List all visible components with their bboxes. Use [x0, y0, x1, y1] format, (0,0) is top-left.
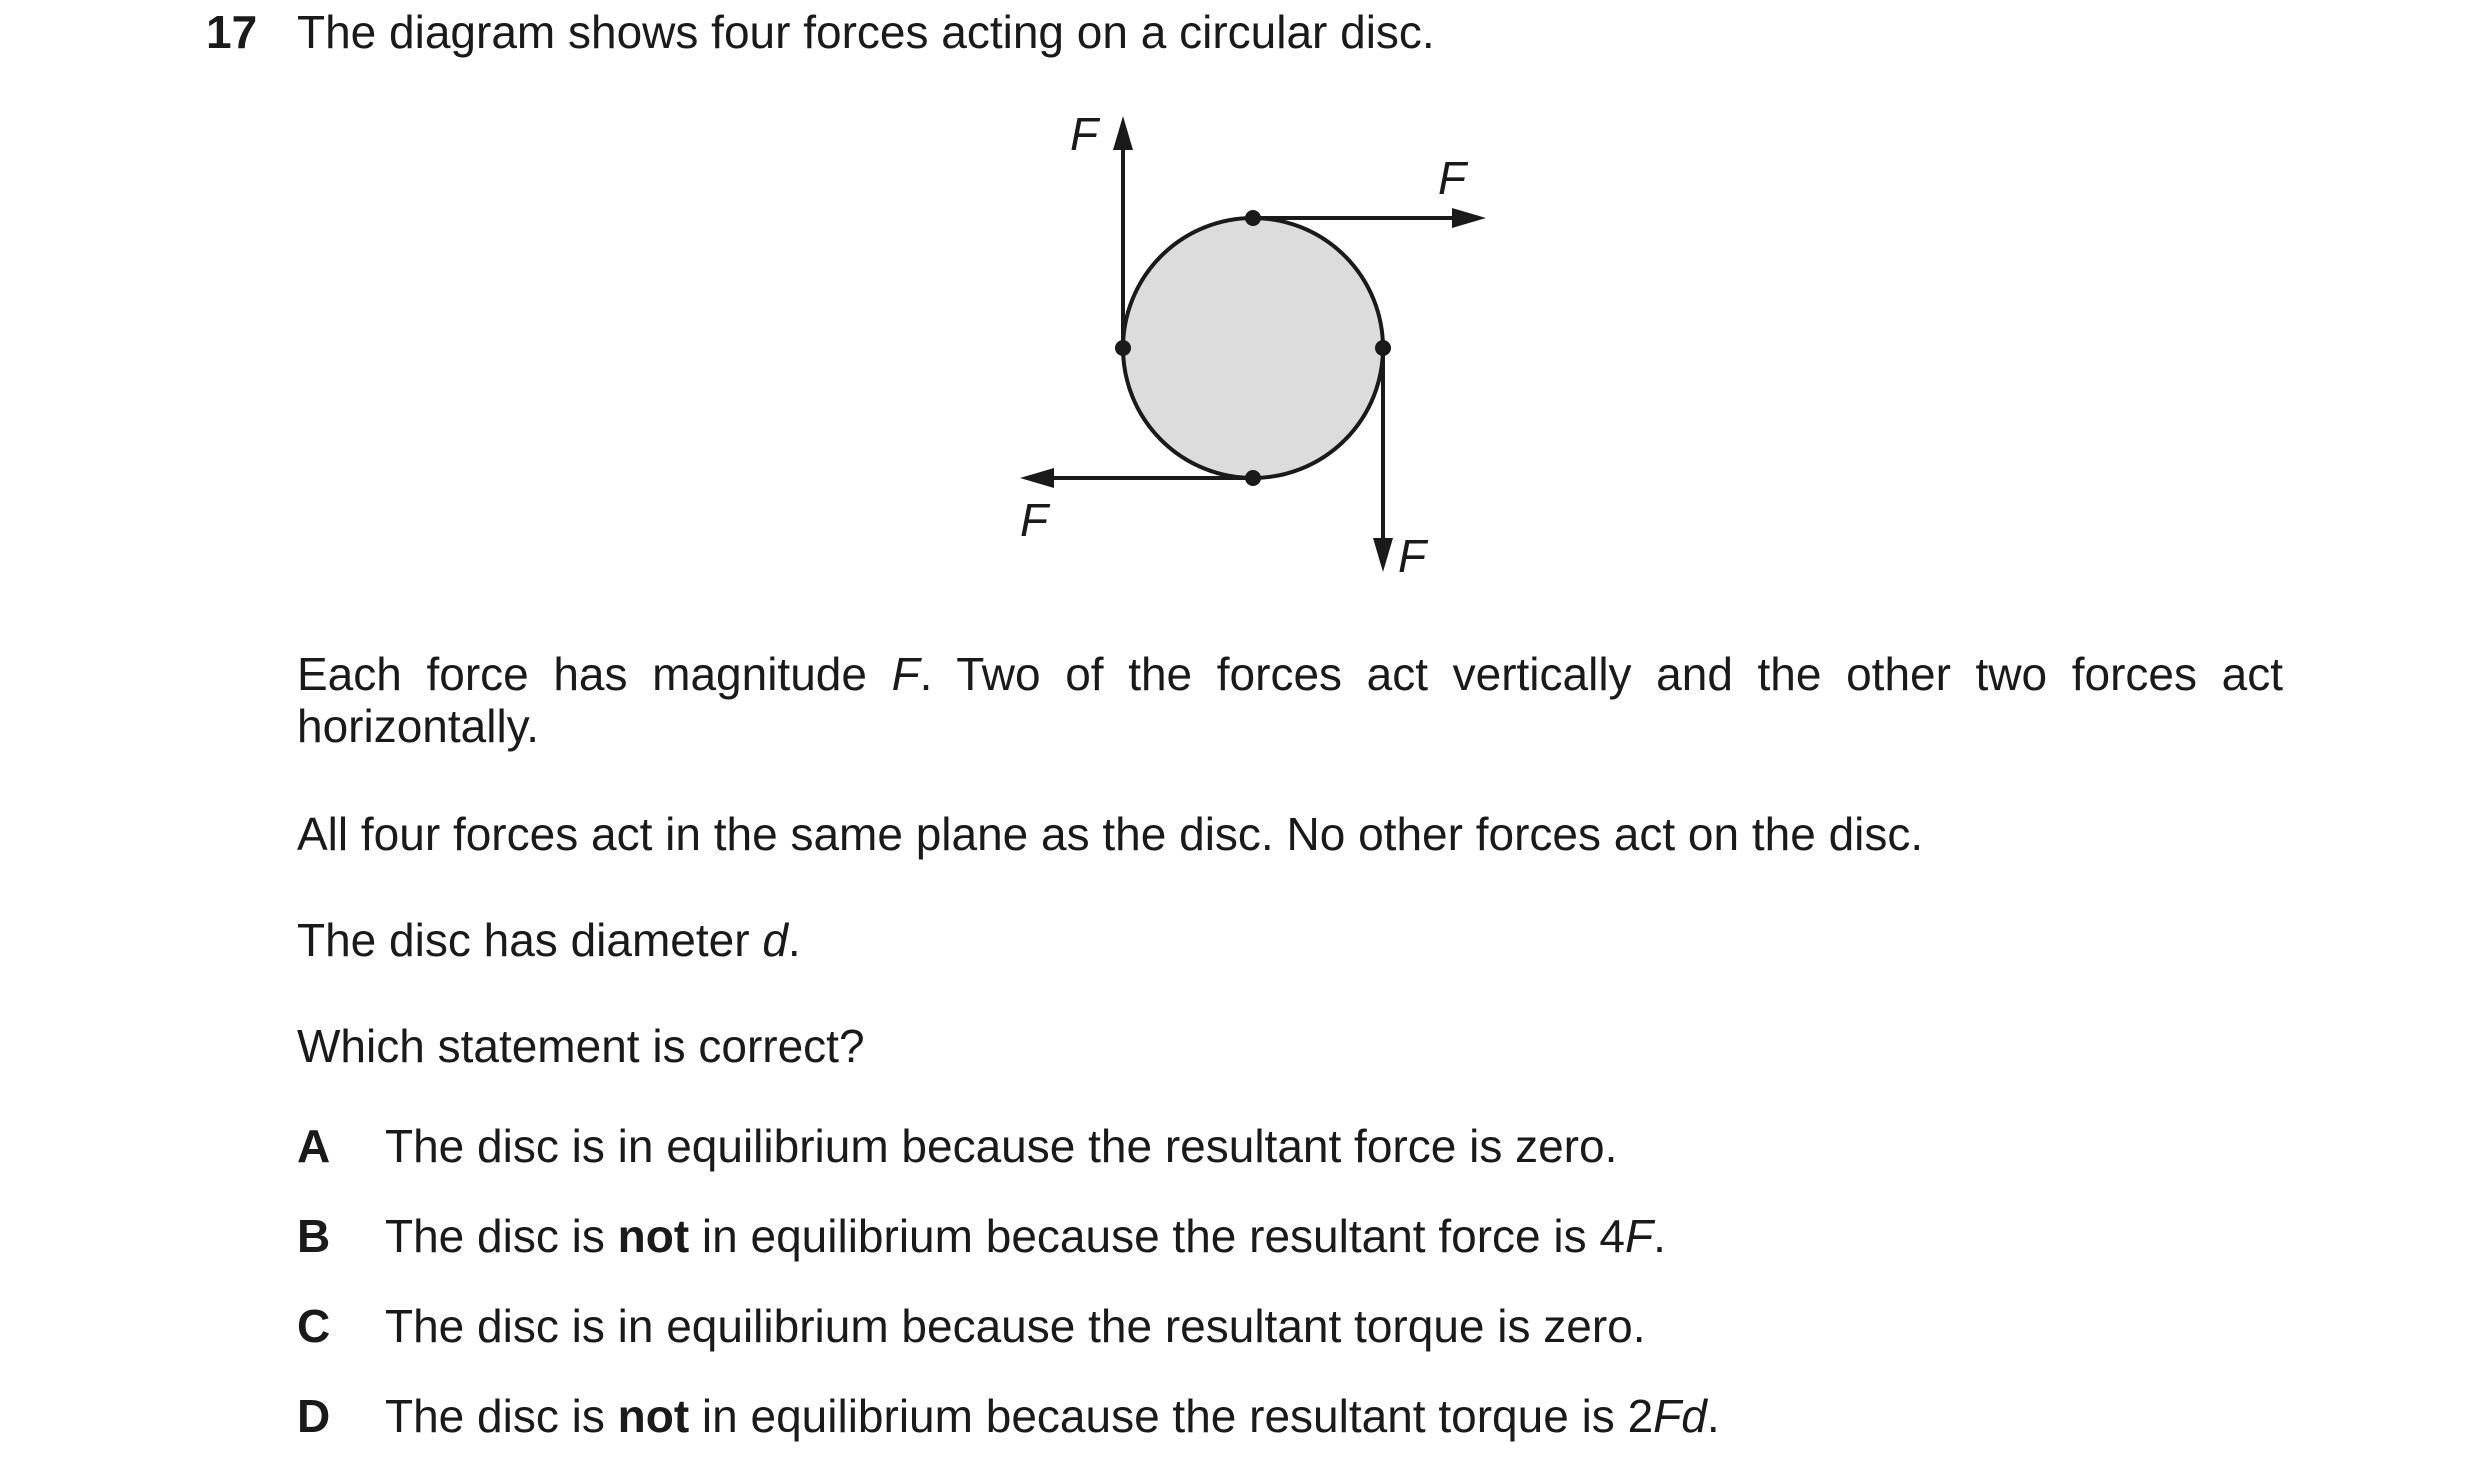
force-diagram [900, 90, 1600, 630]
arrowhead-right [1452, 208, 1486, 228]
paragraph-plane: All four forces act in the same plane as the disc. No other forces act on the disc. [297, 808, 1924, 860]
option-b-mid: in equilibrium because the resultant force is 4 [689, 1210, 1625, 1262]
arrowhead-left [1020, 468, 1054, 488]
application-point-top [1245, 210, 1261, 226]
paragraph-magnitude-text-b: . Two of the forces act vertically and the other two forces act horizontally. [297, 648, 2283, 752]
option-b-emphasis: not [617, 1210, 690, 1262]
question-prompt: Which statement is correct? [297, 1020, 865, 1072]
force-label-bottom-right: F [1398, 530, 1427, 582]
paragraph-diameter-text-b: . [787, 914, 801, 966]
force-label-top-right: F [1438, 152, 1467, 204]
option-d-variable: Fd [1653, 1390, 1707, 1442]
application-point-left [1115, 340, 1131, 356]
arrowhead-down [1373, 538, 1393, 572]
option-a-letter: A [297, 1120, 331, 1172]
question-stem: The diagram shows four forces acting on a circular disc. [297, 6, 1435, 58]
option-d-letter: D [297, 1390, 331, 1442]
force-label-top-left: F [1070, 108, 1099, 160]
paragraph-magnitude [297, 648, 2283, 752]
option-b-variable: F [1625, 1210, 1654, 1262]
paragraph-diameter-text-a: The disc has diameter [297, 914, 763, 966]
option-d-mid: in equilibrium because the resultant torque is 2 [689, 1390, 1654, 1442]
option-d-pre: The disc is [385, 1390, 618, 1442]
option-b-text [385, 1208, 1666, 1264]
application-point-bottom [1245, 470, 1261, 486]
option-d-text [385, 1388, 1720, 1444]
option-d-post: . [1706, 1390, 1720, 1442]
option-a-text: The disc is in equilibrium because the resultant force is zero. [385, 1120, 1618, 1172]
option-c-letter: C [297, 1300, 331, 1352]
variable-d: d [762, 914, 788, 966]
option-b-post: . [1653, 1210, 1666, 1262]
option-b-letter: B [297, 1210, 331, 1262]
paragraph-magnitude-text-a: Each force has magnitude [297, 648, 892, 700]
application-point-right [1375, 340, 1391, 356]
question-number: 17 [206, 6, 258, 58]
paragraph-diameter [297, 914, 2283, 966]
variable-f: F [891, 648, 920, 700]
force-label-bottom-left: F [1020, 494, 1049, 546]
option-d-emphasis: not [617, 1390, 690, 1442]
arrowhead-up [1113, 116, 1133, 150]
disc [1123, 218, 1383, 478]
option-c-text: The disc is in equilibrium because the resultant torque is zero. [385, 1300, 1646, 1352]
option-b-pre: The disc is [385, 1210, 618, 1262]
